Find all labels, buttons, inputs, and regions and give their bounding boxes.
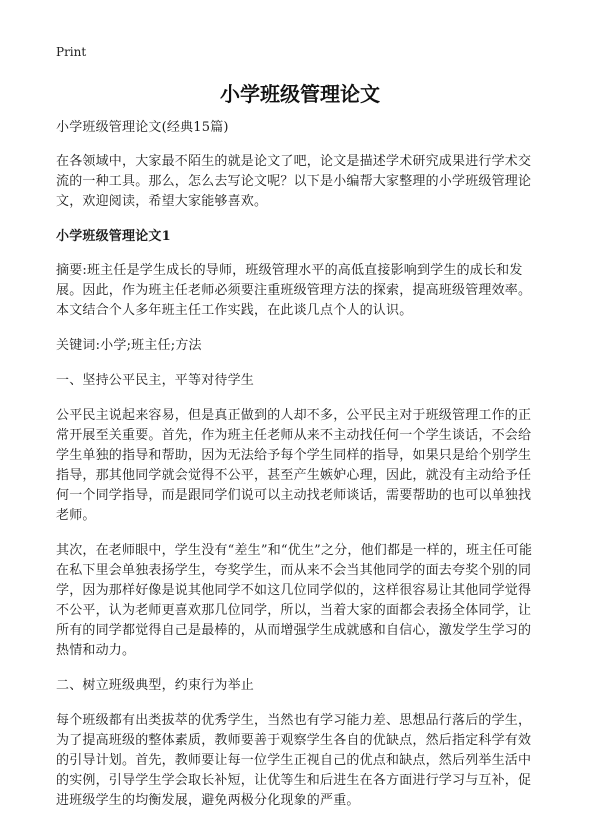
document-subtitle: 小学班级管理论文(经典15篇) bbox=[56, 120, 229, 135]
abstract-paragraph: 摘要:班主任是学生成长的导师，班级管理水平的高低直接影响到学生的成长和发展。因此，作为班主任老师必须要注重班级管理方法的探索，提高班级管理效率。本文结合个人多年班主任工作实践，在此谈几点个人的认识。 bbox=[56, 263, 532, 318]
paragraph-two: 其次，在老师眼中，学生没有“差生”和“优生”之分，他们都是一样的，班主任可能在私下里会单独表扬学生，夸奖学生，而从来不会当其他同学的面去夸奖个别的同学，因为那样好像是说其他同学不如这几位同学似的，这样很容易让其他同学觉得不公平，认为老师更喜欢那几位同学，所以，当着大家的面都会表扬全体同学，让所有的同学都觉得自己是最棒的，从而增强学生成就感和自信心，激发学生学习的热情和动力。 bbox=[56, 543, 533, 658]
section-title: 小学班级管理论文1 bbox=[56, 229, 171, 244]
print-link[interactable]: Print bbox=[56, 45, 87, 59]
heading-one: 一、坚持公平民主，平等对待学生 bbox=[56, 373, 255, 388]
keywords-line: 关键词:小学;班主任;方法 bbox=[56, 338, 202, 353]
paragraph-three: 每个班级都有出类拔萃的优秀学生，当然也有学习能力差、思想品行落后的学生，为了提高班级的整体素质，教师要善于观察学生各自的优缺点，然后指定科学有效的引导计划。首先，教师要让每一位学生正视自己的优点和缺点，然后列举生活中的实例，引导学生学会取长补短，让优等生和后进生在各方面进行学习与互补，促进班级学生的均衡发展，避免两极分化现象的严重。 bbox=[56, 713, 532, 808]
document-body bbox=[56, 118, 544, 826]
heading-two: 二、树立班级典型，约束行为举止 bbox=[56, 678, 255, 693]
page-title: 小学班级管理论文 bbox=[220, 82, 380, 106]
paragraph-one: 公平民主说起来容易，但是真正做到的人却不多，公平民主对于班级管理工作的正常开展至关重要。首先，作为班主任老师从来不主动找任何一个学生谈话，不会给学生单独的指导和帮助，因为无法给予每个学生同样的指导，如果只是给个别学生指导，那其他同学就会觉得不公平，甚至产生嫉妒心理，因此，就没有主动给予任何一个同学指导，而是跟同学们说可以主动找老师谈话，需要帮助的也可以单独找老师。 bbox=[56, 408, 532, 523]
intro-paragraph: 在各领域中，大家最不陌生的就是论文了吧，论文是描述学术研究成果进行学术交流的一种工具。那么，怎么去写论文呢？以下是小编帮大家整理的小学班级管理论文，欢迎阅读，希望大家能够喜欢。 bbox=[56, 154, 532, 209]
